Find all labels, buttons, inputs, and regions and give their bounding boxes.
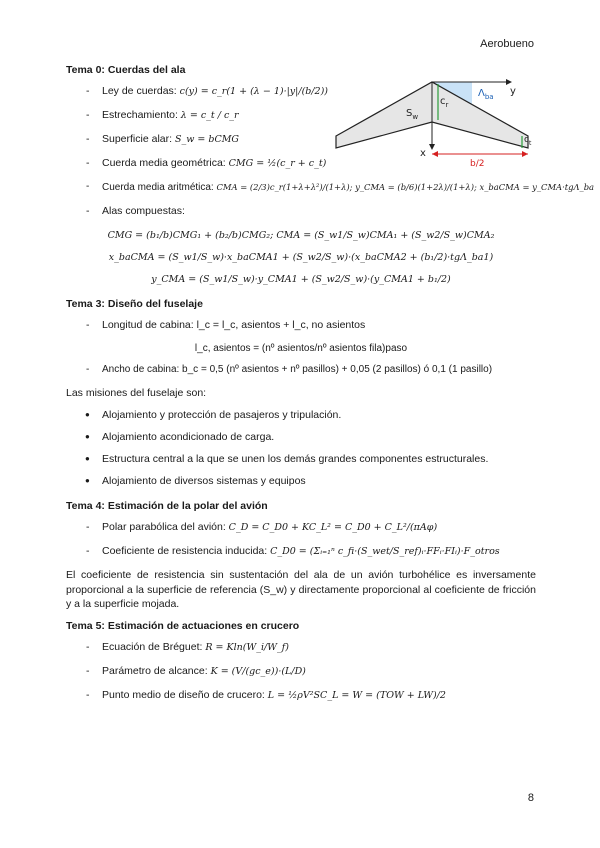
half-span-arrow-right (522, 151, 528, 157)
list-item: ● Estructura central a la que se unen los demás grandes componentes estructurales. (66, 452, 536, 466)
list-item: - Ley de cuerdas: c(y) = c_r(1 + (λ − 1)·|y|/(b/2)) (66, 84, 536, 99)
wing-diagram (330, 76, 532, 169)
sw-label: $S_w$ (406, 108, 419, 121)
list-item: - Cuerda media geométrica: CMG = ½(c_r + c_t) (66, 156, 536, 171)
list-item: - Polar parabólica del avión: C_D = C_D0 + KC_L² = C_D0 + C_L²/(πAφ) (66, 520, 536, 535)
y-axis-arrow (506, 79, 512, 85)
section-title-tema3: Tema 3: Diseño del fuselaje (66, 298, 203, 310)
list-item: - Punto medio de diseño de crucero: L = ½ρV²SC_L = W = (TOW + LW)/2 (66, 688, 536, 703)
paragraph: El coeficiente de resistencia sin sustentación del ala de un avión turbohélice es inversamente proporcional a la superficie de referencia (S_w) y directamente proporcional al coeficiente de fricción y a la superficie mojada. (66, 569, 536, 610)
list-item: - Longitud de cabina: l_c = l_c, asientos + l_c, no asientos (66, 318, 536, 332)
list-item: - Ancho de cabina: b_c = 0,5 (nº asientos + nº pasillos) + 0,05 (2 pasillos) ó 0,1 (1 pasillo) (66, 363, 536, 377)
sweep-label: $\Lambda_{ba}$ (478, 88, 494, 101)
list-item: - Estrechamiento: λ = c_t / c_r (66, 108, 536, 123)
cabin-seats-formula: l_c, asientos = (nº asientos/nº asientos fila)paso (194, 343, 408, 354)
cr-label: $c_r$ (440, 96, 449, 109)
list-item: - Ecuación de Bréguet: R = Kln(W_i/W_f) (66, 640, 536, 655)
compound-formula: x_baCMA = (S_w1/S_w)·x_baCMA1 + (S_w2/S_w)·(x_baCMA2 + (b₁/2)·tgΛ_ba1) (108, 252, 494, 263)
section-title-tema0: Tema 0: Cuerdas del ala (66, 64, 186, 76)
compound-formula: y_CMA = (S_w1/S_w)·y_CMA1 + (S_w2/S_w)·(y_CMA1 + b₁/2) (151, 274, 451, 285)
list-item: ● Alojamiento acondicionado de carga. (66, 430, 536, 444)
document-header: Aerobueno (480, 38, 534, 50)
x-axis-arrow (429, 144, 435, 150)
x-axis-label: x (420, 148, 426, 159)
half-span-arrow-left (432, 151, 438, 157)
section-title-tema4: Tema 4: Estimación de la polar del avión (66, 500, 268, 512)
list-item: ● Alojamiento y protección de pasajeros y tripulación. (66, 408, 536, 422)
section-title-tema5: Tema 5: Estimación de actuaciones en crucero (66, 619, 300, 632)
list-item: - Parámetro de alcance: K = (V/(gc_e))·(L/D) (66, 664, 536, 679)
page-number: 8 (527, 792, 534, 804)
list-item: ● Alojamiento de diversos sistemas y equipos (66, 474, 536, 488)
list-item: - Coeficiente de resistencia inducida: C_D0 = (Σᵢ₌₁ⁿ c_fi·(S_wet/S_ref)ᵢ·FFᵢ·FIᵢ)·F_otros (66, 544, 536, 559)
missions-intro: Las misiones del fuselaje son: (66, 387, 207, 399)
list-item: - Alas compuestas: (66, 204, 536, 219)
ct-label: $c_t$ (524, 135, 532, 147)
list-item: - Cuerda media aritmética: CMA = (2/3)c_r(1+λ+λ²)/(1+λ); y_CMA = (b/6)(1+2λ)/(1+λ); x_baCMA = y_CMA·tgΛ_ba (66, 180, 536, 195)
y-axis-label: y (510, 86, 516, 97)
compound-formula: CMG = (b₁/b)CMG₁ + (b₂/b)CMG₂; CMA = (S_w1/S_w)CMA₁ + (S_w2/S_w)CMA₂ (107, 230, 495, 241)
half-span-label: b/2 (470, 159, 485, 169)
list-item: - Superficie alar: S_w = bCMG (66, 132, 536, 147)
